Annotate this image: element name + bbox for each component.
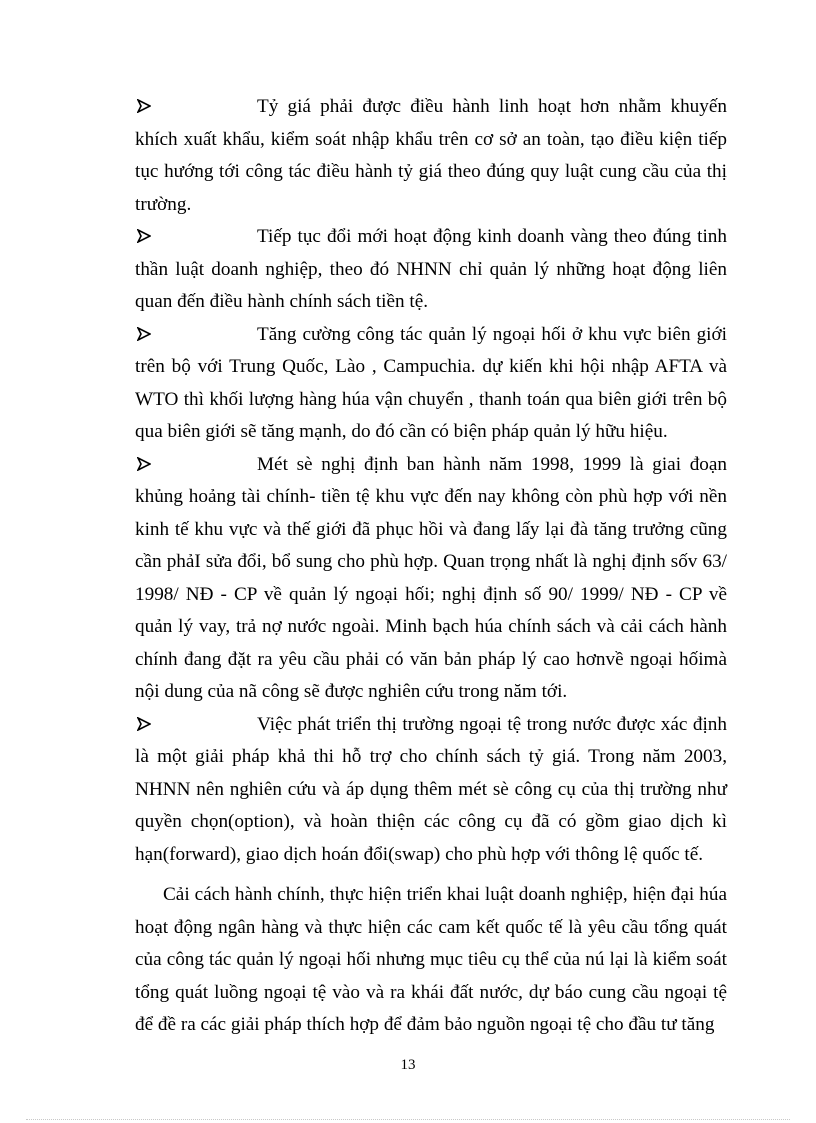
bullet-text: Tỷ giá phải được điều hành linh hoạt hơn nhằm khuyến khích xuất khẩu, kiểm soát nhập khẩu trên cơ sở an toàn, tạo điều kiện tiếp tục hướng tới công tác điều hành tỷ giá theo đúng quy luật cung cầu của thị trường.	[135, 96, 727, 215]
bullet-item	[135, 91, 727, 221]
bullet-text: Tăng cường công tác quản lý ngoại hối ở khu vực biên giới trên bộ với Trung Quốc, Lào , Campuchia. dự kiến khi hội nhập AFTA và WTO thì khối lượng hàng húa vận chuyển , thanh toán qua biên giới trên bộ qua biên giới sẽ tăng mạnh, do đó cần có biện pháp quản lý hữu hiệu.	[135, 323, 727, 442]
bullet-text: Tiếp tục đổi mới hoạt động kinh doanh vàng theo đúng tinh thần luật doanh nghiệp, theo đó NHNN chỉ quản lý những hoạt động liên quan đến điều hành chính sách tiền tệ.	[135, 226, 727, 312]
body-text	[135, 91, 727, 1042]
arrow-bullet-icon	[137, 91, 155, 113]
bullet-item	[135, 319, 727, 449]
bullet-item	[135, 449, 727, 709]
arrow-bullet-icon	[137, 319, 155, 341]
page-number: 13	[400, 1057, 416, 1073]
bullet-text: Mét sè nghị định ban hành năm 1998, 1999 là giai đoạn khủng hoảng tài chính- tiền tệ khu vực đến nay không còn phù hợp với nền kinh tế khu vực và thế giới đã phục hồi và đang lấy lại đà tăng trưởng cũng cần phảI sửa đổi, bổ sung cho phù hợp. Quan trọng nhất là nghị định sốv 63/ 1998/ NĐ - CP về quản lý ngoại hối; nghị định số 90/ 1999/ NĐ - CP về quản lý vay, trả nợ nước ngoài. Minh bạch húa chính sách và cải cách hành chính đang đặt ra yêu cầu phải có văn bản pháp lý cao hơnvề ngoại hốimà nội dung của nã công sẽ được nghiên cứu trong năm tới.	[135, 453, 727, 702]
arrow-bullet-icon	[137, 449, 155, 471]
page-bottom-divider	[26, 1119, 790, 1120]
bullet-item	[135, 221, 727, 319]
closing-paragraph: Cải cách hành chính, thực hiện triển khai luật doanh nghiệp, hiện đại húa hoạt động ngân hàng và thực hiện các cam kết quốc tế là yêu cầu tổng quát của công tác quản lý ngoại hối nhưng mục tiêu cụ thể của nú lại là kiểm soát tổng quát luồng ngoại tệ vào và ra khái đất nước, dự báo cung cầu ngoại tệ để đề ra các giải pháp thích hợp để đảm bảo nguồn ngoại tệ cho đầu tư tăng	[135, 884, 727, 1035]
bullet-item	[135, 709, 727, 872]
bullet-text: Việc phát triển thị trường ngoại tệ trong nước được xác định là một giải pháp khả thi hỗ trợ cho chính sách tỷ giá. Trong năm 2003, NHNN nên nghiên cứu và áp dụng thêm mét sè công cụ của thị trường như quyền chọn(option), và hoàn thiện các công cụ đã có gồm giao dịch kì hạn(forward), giao dịch hoán đổi(swap) cho phù hợp với thông lệ quốc tế.	[135, 713, 727, 865]
arrow-bullet-icon	[137, 221, 155, 243]
arrow-bullet-icon	[137, 709, 155, 731]
